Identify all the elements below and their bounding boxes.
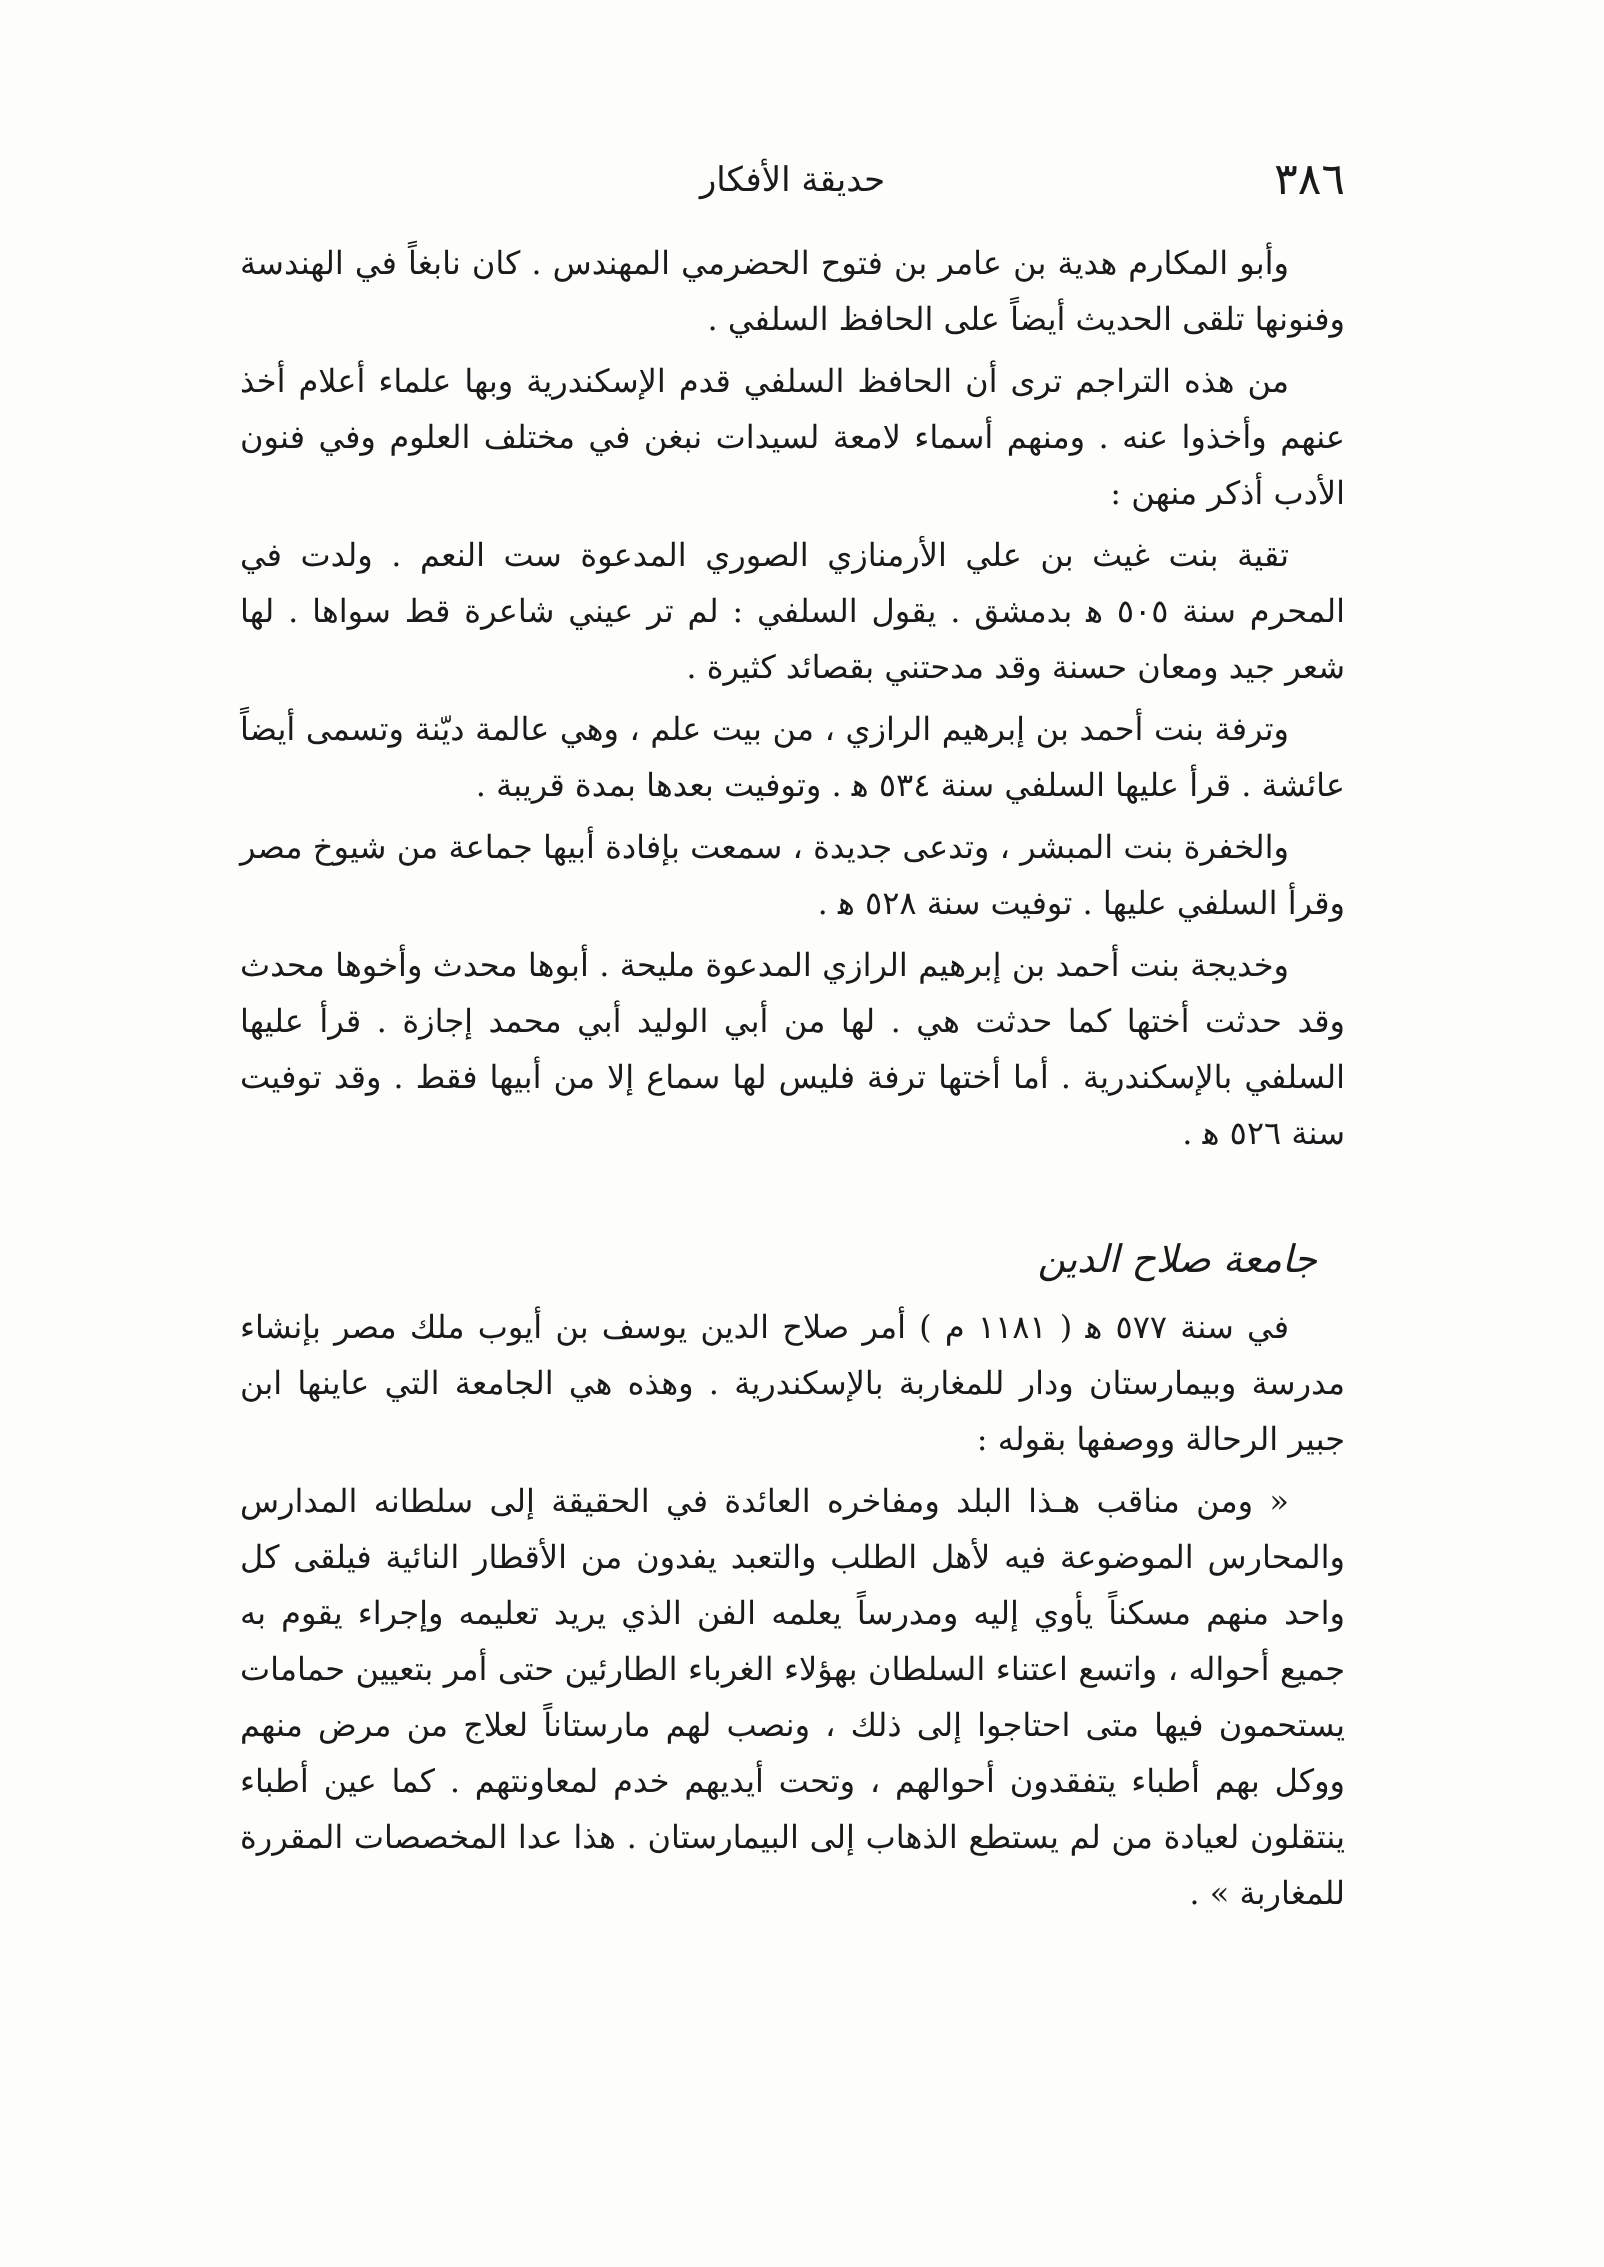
paragraph-university-founding: في سنة ٥٧٧ ﻫ ( ١١٨١ م ) أمر صلاح الدين يوسف بن أيوب ملك مصر بإنشاء مدرسة وبيمارستان ودار للمغاربة بالإسكندرية . وهذه هي الجامعة التي عاينها ابن جبير الرحالة ووصفها بقوله : [240,1308,1345,1458]
paragraph-turfa: وترفة بنت أحمد بن إبرهيم الرازي ، من بيت علم ، وهي عالمة ديّنة وتسمى أيضاً عائشة . قرأ عليها السلفي سنة ٥٣٤ ﻫ . وتوفيت بعدها بمدة قريبة . [240,710,1345,804]
paragraph-ibn-jubayr-quote: « ومن مناقب هـذا البلد ومفاخره العائدة في الحقيقة إلى سلطانه المدارس والمحارس الموضوعة فيه لأهل الطلب والتعبد يفدون من الأقطار النائية فيلقى كل واحد منهم مسكناً يأوي إليه ومدرساً يعلمه الفن الذي يريد تعليمه وإجراء يقوم به جميع أحواله ، واتسع اعتناء السلطان بهؤلاء الغرباء الطارئين حتى أمر بتعيين حمامات يستحمون فيها متى احتاجوا إلى ذلك ، ونصب لهم مارستاناً لعلاج من مرض منهم ووكل بهم أطباء يتفقدون أحوالهم ، وتحت أيديهم خدم لمعاونتهم . كما عين أطباء ينتقلون لعيادة من لم يستطع الذهاب إلى البيمارستان . هذا عدا المخصصات المقررة للمغاربة » . [240,1482,1346,1912]
body-text [240,235,1345,1927]
paragraph-biographies-summary: من هذه التراجم ترى أن الحافظ السلفي قدم الإسكندرية وبها علماء أعلام أخذ عنهم وأخذوا عنه . ومنهم أسماء لامعة لسيدات نبغن في مختلف العلوم وفي فنون الأدب أذكر منهن : [240,362,1345,512]
paragraph-khadija: وخديجة بنت أحمد بن إبرهيم الرازي المدعوة مليحة . أبوها محدث وأخوها محدث وقد حدثت أختها كما حدثت هي . لها من أبي الوليد أبي محمد إجازة . قرأ عليها السلفي بالإسكندرية . أما أختها ترفة فليس لها سماع إلا من أبيها فقط . وقد توفيت سنة ٥٢٦ ﻫ . [240,946,1345,1152]
paragraph-taqiyya: تقية بنت غيث بن علي الأرمنازي الصوري المدعوة ست النعم . ولدت في المحرم سنة ٥٠٥ ﻫ بدمشق . يقول السلفي : لم تر عيني شاعرة قط سواها . لها شعر جيد ومعان حسنة وقد مدحتني بقصائد كثيرة . [240,536,1346,686]
page-number: ٣٨٦ [1274,154,1345,205]
running-title: حديقة الأفكار [699,160,886,200]
paragraph-abu-al-makarim: وأبو المكارم هدية بن عامر بن فتوح الحضرمي المهندس . كان نابغاً في الهندسة وفنونها تلقى الحديث أيضاً على الحافظ السلفي . [240,244,1345,338]
running-header [240,150,1345,210]
section-heading: جامعة صلاح الدين [1037,1237,1317,1281]
paragraph-al-khafra: والخفرة بنت المبشر ، وتدعى جديدة ، سمعت بإفادة أبيها جماعة من شيوخ مصر وقرأ السلفي عليها . توفيت سنة ٥٢٨ ﻫ . [240,828,1345,922]
